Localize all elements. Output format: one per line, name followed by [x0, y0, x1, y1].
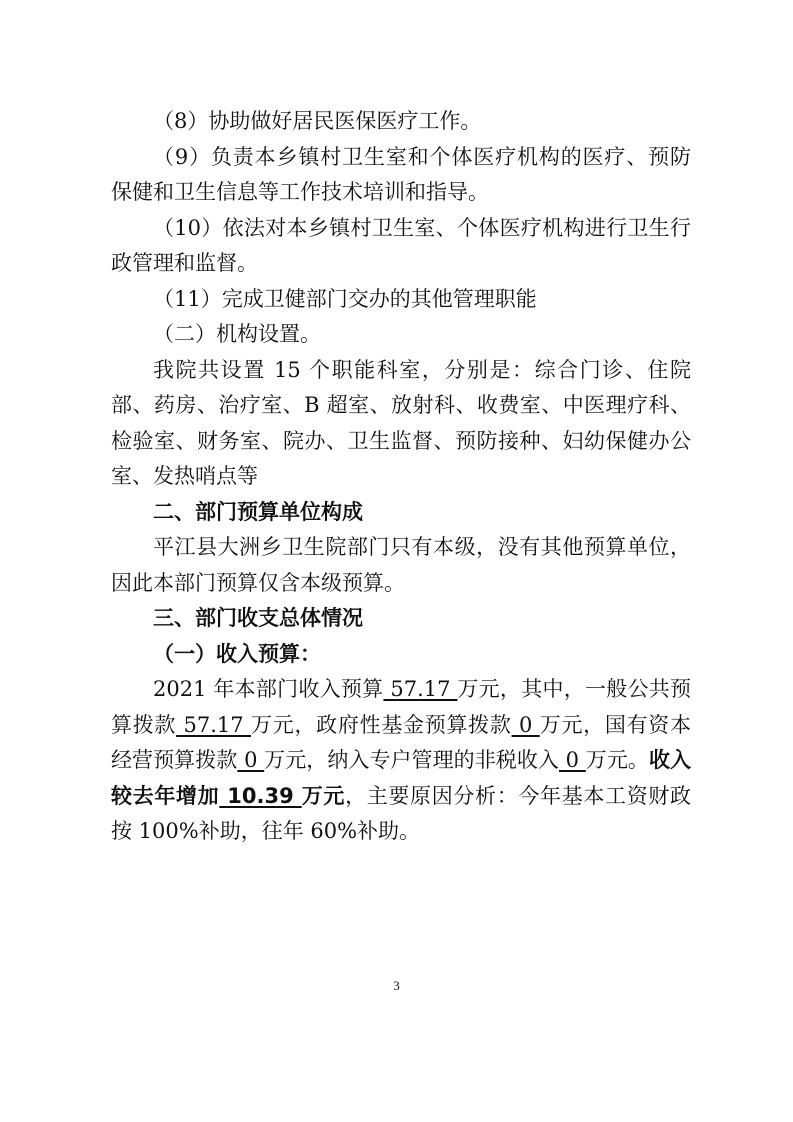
income-text-6: 万元。 [585, 748, 649, 772]
general-budget-value: 57.17 [176, 712, 252, 737]
income-increase-value: 10.39 [219, 783, 302, 808]
budget-units-paragraph: 平江县大洲乡卫生院部门只有本级，没有其他预算单位，因此本部门预算仅含本级预算。 [111, 535, 691, 595]
document-body [111, 104, 691, 850]
fund-budget-value: 0 [511, 712, 540, 737]
departments-paragraph: 我院共设置 15 个职能科室，分别是：综合门诊、住院部、药房、治疗室、B 超室、放射科、收费室、中医理疗科、检验室、财务室、院办、卫生监督、预防接种、妇幼保健办公室、发热哨点等 [111, 357, 691, 488]
duty-item-9: （9）负责本乡镇村卫生室和个体医疗机构的医疗、预防保健和卫生信息等工作技术培训和指导。 [111, 144, 691, 204]
duty-item-10: （10）依法对本乡镇村卫生室、个体医疗机构进行卫生行政管理和监督。 [111, 215, 691, 275]
income-increase-unit: 万元 [301, 783, 346, 808]
income-budget-paragraph [111, 672, 691, 850]
income-text-5: 万元，纳入专户管理的非税收入 [264, 748, 559, 772]
section-heading-budget-units: 二、部门预算单位构成 [153, 499, 363, 524]
income-text-4: 万元，国有资本经营预算拨款 [111, 712, 692, 772]
subheading-income-budget: （一）收入预算： [153, 641, 321, 666]
income-text-7: ，主要原因分析：今年基本工资财政按 100%补助，往年 60%补助。 [111, 783, 692, 843]
subheading-institution-setup: （二）机构设置。 [153, 322, 321, 346]
duty-item-8: （8）协助做好居民医保医疗工作。 [153, 109, 482, 133]
income-total-value: 57.17 [383, 677, 458, 701]
non-tax-income-value: 0 [558, 748, 586, 772]
duty-item-11: （11）完成卫健部门交办的其他管理职能 [153, 286, 537, 311]
income-text-1: 2021 年本部门收入预算 [153, 677, 384, 701]
income-text-3: 万元，政府性基金预算拨款 [251, 712, 512, 737]
section-heading-income-expenditure: 三、部门收支总体情况 [153, 606, 363, 630]
income-text-2: 万元，其中，一般公共预算拨款 [111, 677, 691, 737]
income-increase-label: 收入较去年增加 [111, 748, 692, 808]
state-capital-value: 0 [237, 748, 265, 772]
page-number: 3 [393, 978, 400, 993]
